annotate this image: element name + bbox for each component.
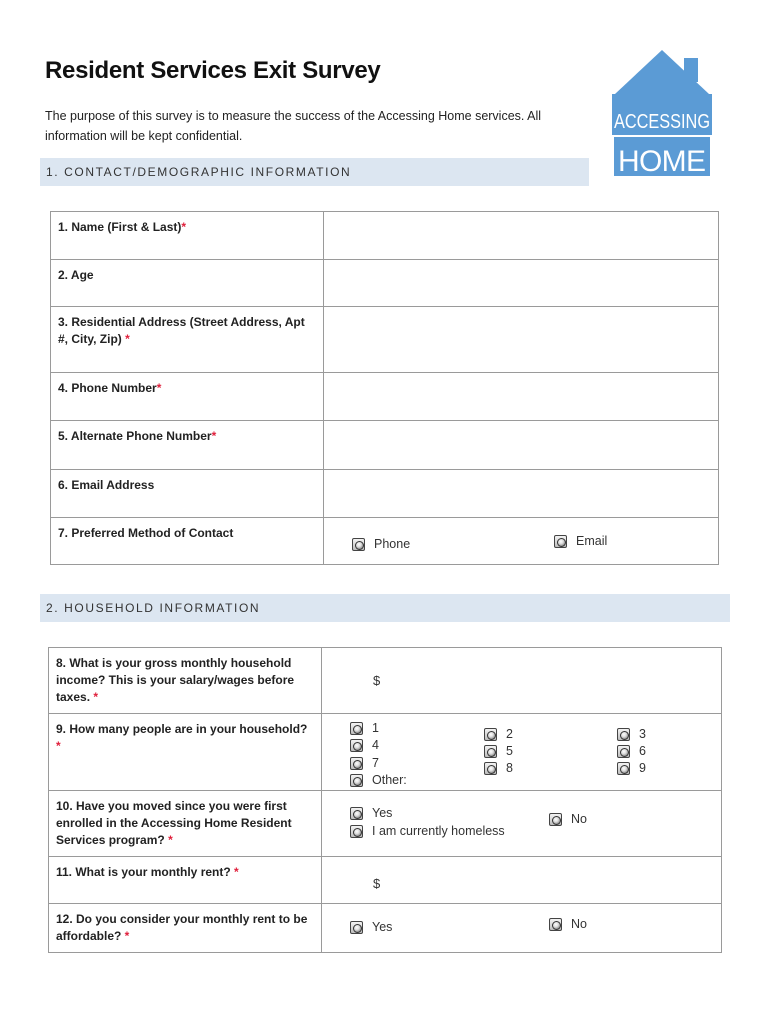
intro-text [45, 106, 565, 146]
option-3[interactable]: 3 [617, 727, 646, 741]
address-field[interactable] [324, 307, 719, 373]
option-8[interactable]: 8 [484, 761, 513, 775]
option-no[interactable]: No [549, 917, 587, 931]
phone-field[interactable] [324, 373, 719, 421]
household-table [48, 647, 722, 953]
radio-icon[interactable] [549, 918, 562, 931]
q10-label: 10. Have you moved since you were first enrolled in the Accessing Home Resident Services program? * [49, 791, 322, 857]
q5-label: 5. Alternate Phone Number* [51, 421, 324, 470]
q11-label: 11. What is your monthly rent? * [49, 857, 322, 904]
option-no[interactable]: No [549, 812, 587, 826]
logo-line-2: HOME [618, 145, 706, 178]
intro-line-2: information will be kept confidential. [45, 129, 243, 143]
dollar-prefix: $ [373, 876, 381, 891]
option-6[interactable]: 6 [617, 744, 646, 758]
radio-icon[interactable] [617, 728, 630, 741]
option-phone[interactable]: Phone [352, 537, 410, 551]
option-email[interactable]: Email [554, 534, 607, 548]
option-other[interactable]: Other: [350, 773, 407, 787]
radio-icon[interactable] [350, 921, 363, 934]
q12-label: 12. Do you consider your monthly rent to be affordable? * [49, 904, 322, 953]
radio-icon[interactable] [350, 825, 363, 838]
radio-icon[interactable] [350, 757, 363, 770]
contact-method-cell [324, 518, 719, 565]
income-field[interactable] [322, 648, 722, 714]
radio-icon[interactable] [350, 739, 363, 752]
q3-label: 3. Residential Address (Street Address, Apt #, City, Zip) * [51, 307, 324, 373]
q7-label: 7. Preferred Method of Contact [51, 518, 324, 565]
radio-icon[interactable] [350, 722, 363, 735]
q8-label: 8. What is your gross monthly household income? This is your salary/wages before taxes. * [49, 648, 322, 714]
age-field[interactable] [324, 260, 719, 307]
accessing-home-logo [610, 48, 714, 178]
moved-cell [322, 791, 722, 857]
option-yes[interactable]: Yes [350, 920, 392, 934]
household-size-cell [322, 714, 722, 791]
radio-icon[interactable] [352, 538, 365, 551]
radio-icon[interactable] [484, 728, 497, 741]
option-2[interactable]: 2 [484, 727, 513, 741]
radio-icon[interactable] [617, 762, 630, 775]
affordable-cell [322, 904, 722, 953]
q2-label: 2. Age [51, 260, 324, 307]
section-household-heading: 2. HOUSEHOLD INFORMATION [40, 594, 730, 622]
radio-icon[interactable] [484, 745, 497, 758]
email-field[interactable] [324, 470, 719, 518]
radio-icon[interactable] [350, 774, 363, 787]
radio-icon[interactable] [554, 535, 567, 548]
q1-label: 1. Name (First & Last)* [51, 212, 324, 260]
alt-phone-field[interactable] [324, 421, 719, 470]
page-title: Resident Services Exit Survey [45, 57, 381, 84]
option-4[interactable]: 4 [350, 738, 379, 752]
option-7[interactable]: 7 [350, 756, 379, 770]
option-9[interactable]: 9 [617, 761, 646, 775]
radio-icon[interactable] [484, 762, 497, 775]
rent-field[interactable] [322, 857, 722, 904]
option-yes[interactable]: Yes [350, 806, 392, 820]
section-contact-heading: 1. CONTACT/DEMOGRAPHIC INFORMATION [40, 158, 589, 186]
radio-icon[interactable] [617, 745, 630, 758]
q6-label: 6. Email Address [51, 470, 324, 518]
radio-icon[interactable] [350, 807, 363, 820]
name-field[interactable] [324, 212, 719, 260]
option-homeless[interactable]: I am currently homeless [350, 824, 505, 838]
contact-table [50, 211, 719, 565]
option-1[interactable]: 1 [350, 721, 379, 735]
option-5[interactable]: 5 [484, 744, 513, 758]
radio-icon[interactable] [549, 813, 562, 826]
q9-label: 9. How many people are in your household? * [49, 714, 322, 791]
logo-line-1: ACCESSING [614, 111, 710, 133]
intro-line-1: The purpose of this survey is to measure the success of the Accessing Home services. All [45, 109, 542, 123]
dollar-prefix: $ [373, 673, 381, 688]
q4-label: 4. Phone Number* [51, 373, 324, 421]
